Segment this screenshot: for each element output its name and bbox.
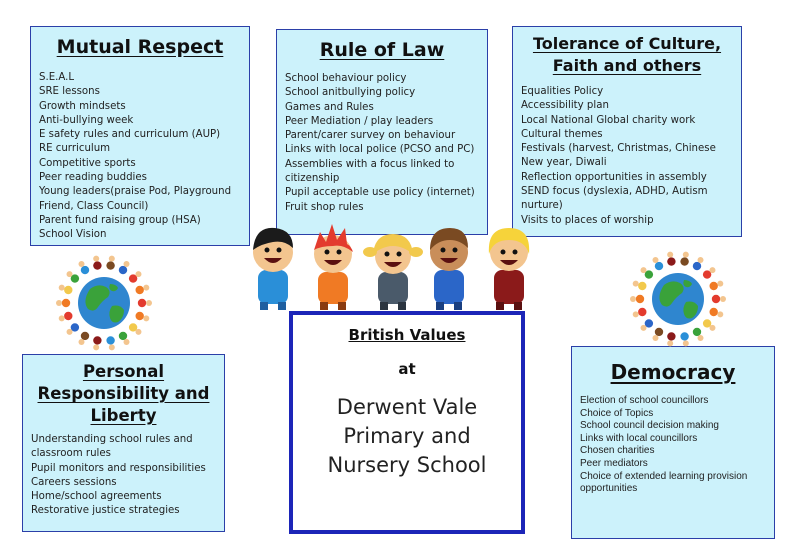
list-item: Pupil monitors and responsibilities xyxy=(31,462,206,474)
globe-with-children-ring-icon xyxy=(628,250,728,348)
list-item: School Vision xyxy=(39,229,107,241)
tolerance-list xyxy=(521,85,733,228)
list-item: Election of school councillors xyxy=(580,395,709,406)
list-item: Home/school agreements xyxy=(31,491,162,503)
list-item: Peer reading buddies xyxy=(39,172,147,184)
rule-of-law-list xyxy=(285,72,479,215)
at-label: at xyxy=(398,360,416,378)
personal-responsibility-title: Personal Responsibility and Liberty xyxy=(37,362,210,425)
cartoon-children-icon xyxy=(246,220,546,312)
mutual-respect-title: Mutual Respect xyxy=(56,36,224,58)
globe-with-children-ring-icon xyxy=(54,254,154,352)
rule-of-law-panel xyxy=(276,29,488,235)
list-item: Fruit shop rules xyxy=(285,201,364,213)
list-item: SEND focus (dyslexia, ADHD, Autism nurture) xyxy=(521,186,708,212)
list-item: Equalities Policy xyxy=(521,86,604,97)
democracy-title: Democracy xyxy=(610,360,736,384)
tolerance-title: Tolerance of Culture, Faith and others xyxy=(532,34,722,75)
list-item: Chosen charities xyxy=(580,445,655,457)
list-item: Young leaders(praise Pod, Playground Friend, Class Council) xyxy=(39,186,232,212)
list-item: Local National Global charity work xyxy=(521,114,696,126)
list-item: Assemblies with a focus linked to citizenship xyxy=(285,158,455,185)
mutual-respect-list xyxy=(39,71,241,243)
school-name: Derwent Vale Primary and Nursery School xyxy=(327,395,487,477)
list-item: Reflection opportunities in assembly xyxy=(521,171,707,183)
tolerance-panel xyxy=(512,26,742,237)
list-item: Parent fund raising group (HSA) xyxy=(39,214,201,226)
list-item: Peer Mediation / play leaders xyxy=(285,115,434,127)
list-item: Peer mediators xyxy=(580,457,648,469)
list-item: Parent/carer survey on behaviour xyxy=(285,130,456,142)
list-item: Restorative justice strategies xyxy=(31,505,180,517)
democracy-list xyxy=(580,395,766,496)
mutual-respect-panel xyxy=(30,26,250,246)
list-item: Choice of Topics xyxy=(580,407,654,419)
british-values-box xyxy=(289,311,525,534)
list-item: Cultural themes xyxy=(521,128,603,140)
democracy-panel xyxy=(571,346,775,539)
list-item: Games and Rules xyxy=(285,101,374,113)
list-item: School behaviour policy xyxy=(285,73,407,84)
list-item: Growth mindsets xyxy=(39,100,126,112)
list-item: Anti-bullying week xyxy=(39,114,134,126)
rule-of-law-title: Rule of Law xyxy=(319,39,445,61)
list-item: RE curriculum xyxy=(39,143,111,155)
list-item: SRE lessons xyxy=(39,86,100,98)
list-item: Accessibility plan xyxy=(521,100,609,112)
list-item: Competitive sports xyxy=(39,157,136,169)
personal-responsibility-list xyxy=(31,433,216,519)
list-item: Choice of extended learning provision opportunities xyxy=(580,470,748,495)
list-item: Understanding school rules and classroom rules xyxy=(31,434,193,460)
list-item: School council decision making xyxy=(580,420,719,432)
list-item: Festivals (harvest, Christmas, Chinese New year, Diwali xyxy=(521,143,716,169)
list-item: Links with local police (PCSO and PC) xyxy=(285,144,475,156)
list-item: Careers sessions xyxy=(31,476,117,488)
british-values-title: British Values xyxy=(348,326,466,344)
list-item: Pupil acceptable use policy (internet) xyxy=(285,187,475,199)
personal-responsibility-panel xyxy=(22,354,225,532)
list-item: S.E.A.L xyxy=(39,72,75,83)
list-item: School anitbullying policy xyxy=(285,87,416,99)
list-item: E safety rules and curriculum (AUP) xyxy=(39,129,221,141)
list-item: Visits to places of worship xyxy=(521,214,654,226)
list-item: Links with local councillors xyxy=(580,432,698,444)
